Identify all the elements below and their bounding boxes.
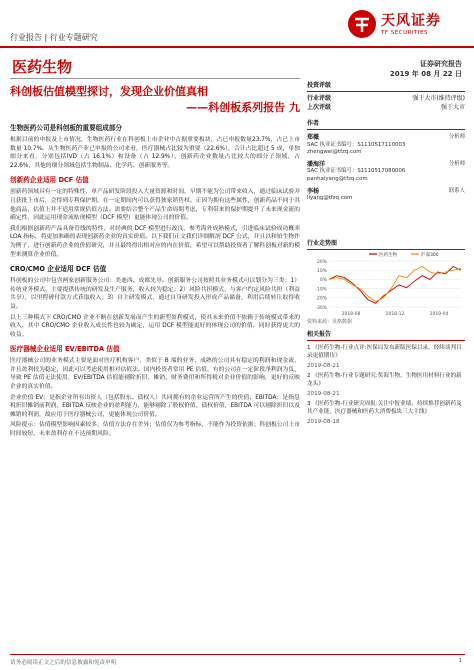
- report-headline: 科创板估值模型探讨，发现企业价值真相: [10, 85, 208, 98]
- body-paragraph: 企业价值 EV：是指企业所有出资人（包括股东、债权人）共同拥有的企业运营所产生的价值；EBITDA：是指息税折旧摊销前利润，EBITDA 反映企业的盈利能力，能够剔除了股权价值、债权价值，EBITDA 可以剔除折旧以及摊销的利润，故应用于医疗器械公司，更能体现公司价值。: [10, 394, 300, 418]
- chart-y-tick-label: -20%: [315, 296, 327, 302]
- analyst-email[interactable]: liyang@tfzq.com: [307, 195, 353, 202]
- body-paragraph: 以上三种模式下 CRO/CMO 企业不断在创新发展而产生的新型盈利模式，使其未来价值不依赖于传统模式带来的收入，其中 CRO/CMO 企业收入成长性也较为确定，运用 DCF 模型能更好的体现公司的价值，同时获得更大的收益。: [10, 314, 300, 338]
- chart-y-tick-label: 0%: [319, 278, 327, 284]
- analyst-role: 分析师: [448, 134, 465, 140]
- related-report-item[interactable]: [307, 344, 465, 370]
- company-logo: [347, 6, 462, 44]
- related-report-text[interactable]: 3 《医药生物-行业研究周报:关注中报业绩，持续推荐创新药及其产业链，医疗器械和医药大消费板块三大主线》: [307, 401, 462, 415]
- analyst-name: 李杨: [307, 187, 320, 195]
- sidebar: [307, 80, 465, 203]
- chart-y-tick-label: 10%: [316, 269, 327, 274]
- report-date: 2019 年 08 月 22 日: [389, 70, 462, 78]
- body-paragraph: 风险提示：估值模型影响因素较多，估值方法存在差异；估值仅为参考指标，不能作为投资依据；科创板公司上市时间较短，未来盈利存在不达预期风险。: [10, 422, 300, 438]
- section-heading: 生物医药公司是科创板的重要组成部分: [10, 124, 123, 132]
- chart-y-tick-label: 20%: [316, 259, 327, 265]
- page-number: 1: [458, 658, 462, 664]
- chart-source: 资料来源：贝格数据: [307, 319, 353, 325]
- chart-legend-label: 医药生物: [379, 252, 397, 258]
- trend-chart-svg: [307, 249, 465, 317]
- analyst-cert: SAC 执业证书编号：S1110517080006: [307, 168, 406, 175]
- prev-rating-row: [307, 103, 465, 112]
- industry-rating-row: [307, 94, 465, 103]
- related-report-date: 2019-08-18: [307, 419, 340, 425]
- header-divider: [0, 46, 474, 48]
- analyst-email[interactable]: zhengwei@tfzq.com: [307, 149, 362, 156]
- logo-mark-icon: [347, 9, 377, 39]
- analyst-role: 联系人: [448, 187, 465, 194]
- chart-y-tick-label: -30%: [315, 305, 327, 311]
- analyst-name-row: [307, 134, 465, 142]
- section-heading: 创新药企业适用 DCF 估值: [10, 176, 89, 185]
- related-report-text[interactable]: 1 《医药生物-行业点评:医保局发布新版医保目录，经续谈判目录更值期待》: [307, 345, 462, 359]
- report-subheadline: ——科创板系列报告 九: [186, 101, 300, 114]
- analyst-block: [307, 161, 465, 184]
- prev-rating-label: 上次评级: [307, 104, 332, 111]
- analyst-email[interactable]: panhaiyang@tfzq.com: [307, 175, 368, 182]
- industry-rating-label: 行业评级: [307, 95, 332, 102]
- related-header: [307, 329, 465, 341]
- analyst-role: 分析师: [448, 160, 465, 167]
- chart-series-line: [329, 267, 461, 302]
- prev-rating-value: 强于大市: [440, 104, 465, 111]
- body-paragraph: 根据目前的申报及上市情况，生物医药行业在科创板上市企业中占据重要板块，占已申报数量23.7%，占已上市数量 10.7%。从生物医药产业已申报的公司来看，医疗器械占比较为重要（22.6%），合计占比超过 5 成，单独细分来看，分别包括IVD（占 16.1%）和设备（占 12.9%），创新药企业数量占比较大的细分子领域，占 22.6%，其他的细分领域包括生物制品、化学药、创新服务等。: [10, 137, 300, 169]
- related-reports: [307, 329, 465, 428]
- chart-x-tick-label: 2018-08: [341, 312, 361, 317]
- chart-x-tick-label: 2018-12: [385, 312, 405, 317]
- analysts-title: 作者: [307, 120, 320, 127]
- section-heading: CRO/CMO 企业适用 DCF 估值: [10, 265, 107, 274]
- analysts-header: [307, 118, 465, 130]
- related-report-date: 2019-08-21: [307, 391, 340, 397]
- footer-disclaimer: 请务必阅读正文之后的信息披露和免责申明: [10, 660, 117, 666]
- analyst-cert: SAC 执业证书编号：S1110517110003: [307, 141, 406, 148]
- analyst-name: 郑薇: [307, 134, 320, 141]
- industry-rating-value: 强于大市(维持评级): [412, 95, 465, 102]
- section-title: 医药生物: [12, 58, 73, 76]
- analyst-block: [307, 188, 465, 203]
- report-type: 证券研究报告: [420, 60, 462, 68]
- chart-legend-label: 沪深300: [421, 252, 439, 258]
- section-heading: 医疗器械企业适用 EV/EBITDA 估值: [10, 345, 120, 354]
- chart-x-tick-label: 2019-04: [429, 312, 449, 317]
- related-report-text[interactable]: 2 《医药生物-行业专题研究:奖海生物，生物医用材料行业的新龙头》: [307, 373, 462, 387]
- rating-title: 投资评级: [307, 82, 332, 89]
- page-header: [0, 0, 474, 50]
- footer-divider: [10, 654, 465, 655]
- related-report-item[interactable]: [307, 372, 465, 398]
- body-paragraph: 科创板的公司中包含两家创新服务公司：美迪西、成都先导。创新服务公司按照其业务模式可以划分为三类：1）传统业务模式，主要提供传统的研发及生产服务，收入较为稳定；2）风险共担模式，与客户约定风险共担（利益共享），以里程碑付款方式获取收入；3）自主研发模式，通过自身研发投入形成产品储备，利用后续转让取得收益。: [10, 278, 300, 310]
- related-report-item[interactable]: [307, 400, 465, 426]
- analyst-name-row: [307, 188, 465, 196]
- main-body: [10, 118, 300, 441]
- body-paragraph: 创新药领域具有一定的特殊性，单产品研发阶段投入大量资源和时间，早期不能为公司带来收入，通过临床试验并且获批上市后，会得到专利保护期，在一定期间内可以获得独家销售权。正因为拥有这些属性，创新药品不同于其他商品，估值上并不适用常规估值方法。需要结合整个产品生命周期考虑，专利带来的保护期提升了未来现金流的确定性，因此运用现金流贴现模型（DCF 模型）更能体现公司的价值。: [10, 189, 300, 222]
- analyst-block: [307, 134, 465, 157]
- rating-header: [307, 80, 465, 92]
- breadcrumb: 行业报告 | 行业专题研究: [10, 33, 98, 42]
- logo-text-en: TF SECURITIES: [381, 30, 428, 36]
- chart-y-tick-label: -10%: [315, 287, 327, 293]
- body-paragraph: 我们根据创新药产品具备管线的特性，对经典的 DCF 模型进行改良，参考海外成熟模式，引进临床试验成功概率 LOA 指标，将更加准确的表现创新药企业的真实价值。以下我们正文我们详细解剖 DCF 公式，并且以和铂生物作为例子，进行创新药企业的价值研究，并且最终得出相对应的内在价值。希望可以帮助投资者了解科创板对新的模型来测算企业价值。: [10, 225, 300, 258]
- chart-title: 行业走势图: [307, 238, 465, 250]
- logo-text-cn: 天风证券: [381, 13, 441, 29]
- body-paragraph: 医疗器械公司的业务模式主要是面对医疗机构客户，类似于 B 端的业务，成熟的公司具有稳定的利润和现金流，并且盈利较为稳定，因此可以考虑使用相对估值法。国内投资者常用 PE 估值，有的公司在一定阶段净利润为负，导致 PE 估值无法使用，EV/EBITDA 估值能剔除折旧、摊销、财务费用和所得税对企业价值的影响，更好的反映企业的真实价值。: [10, 358, 300, 391]
- analyst-name: 潘海洋: [307, 160, 326, 168]
- industry-trend-chart: [307, 238, 465, 326]
- related-report-date: 2019-08-21: [307, 363, 340, 369]
- title-divider: [10, 78, 300, 79]
- related-title: 相关报告: [307, 331, 332, 338]
